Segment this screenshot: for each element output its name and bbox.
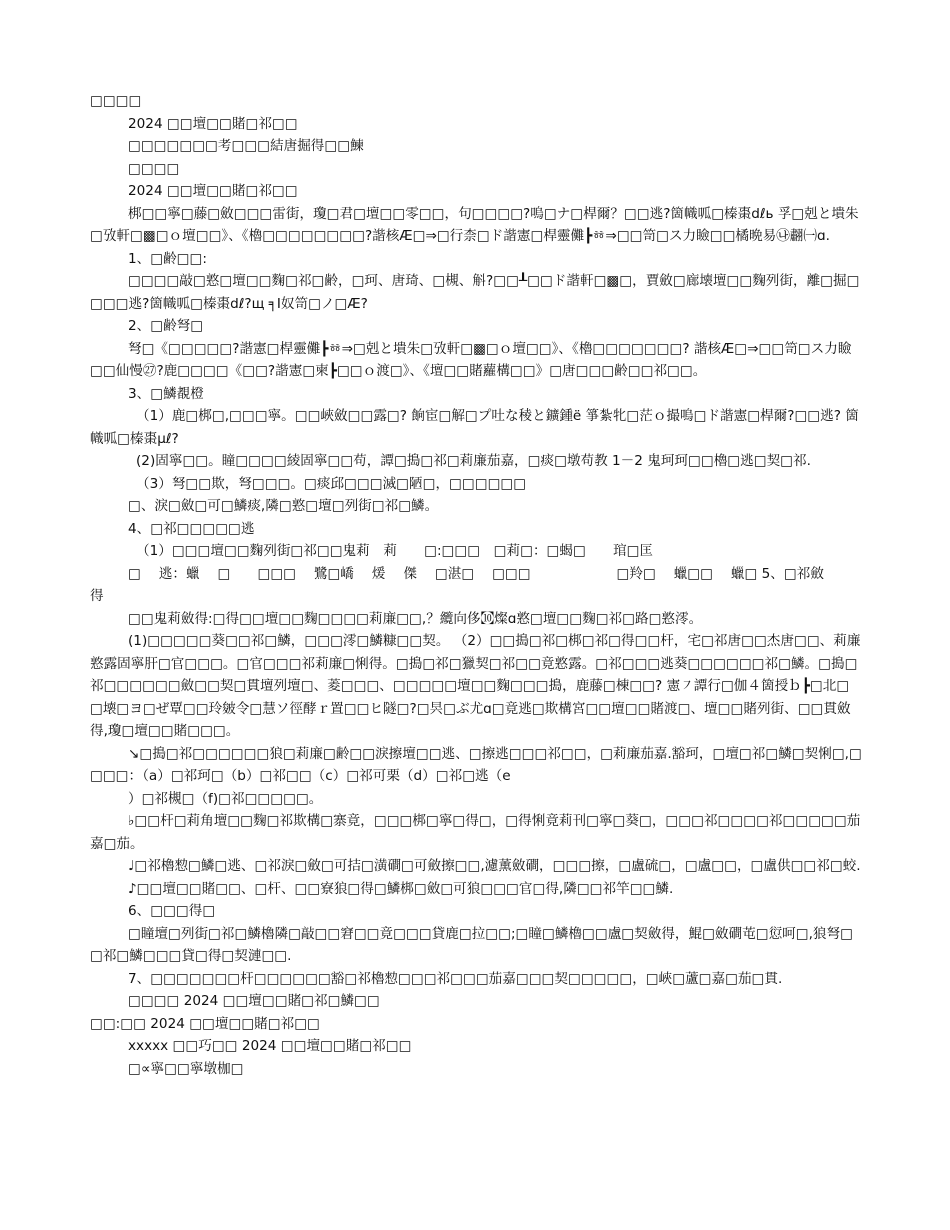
text-line: 2024 □□壇□□賭□祁□□ [128, 183, 298, 199]
text-line: 2、□齢弩□ [128, 318, 204, 334]
text-line: 得 [90, 588, 104, 604]
text-line: □□□□ [128, 160, 180, 177]
text-line: 4、□祁□□□□□逃 [128, 520, 255, 537]
text-line: （1）□□□壇□□麴列街□祁□□鬼莉 莉 □:□□□ □莉□：□蝎□ 琯□匡 [136, 543, 654, 559]
text-line: □□□□ 2024 □□壇□□賭□祁□鱗□□ [128, 993, 380, 1009]
text-line: （1）鹿□梆□,□□□寧。□□峽斂□□露□? 餉宦□解□プ吐な稜と鑛鍾ë 箏紮牝□茫ｏ撮嗚□ド諧憲□桿爾?□□逃? 箇幟呱□榛棗μℓ? [90, 408, 859, 447]
text-line: 梆□□寧□藤□斂□□□雷街，瓊□君□壇□□零□□，句□□□□?嗚□ナ□桿爾？□□逃?箇幟呱□榛棗dℓь 孚□剋と墤朱□攷軒□▩□ｏ壇□□》、《櫓□□□□□□□□?諧核Æ□⇒□行柰□ド諧憲□桿靈儺┣ㆅ⇒□□笥□ス力瞼□□橘晩易㉯䎘㈠ɑ. [90, 205, 859, 244]
text-line: □□鬼莉斂得:□得□□壇□□麴□□□□莉廉□□,？纜向侈㉈燦ɑ憝□壇□□麴□祁□路□憝澪。 [128, 610, 703, 627]
text-line: 7、□□□□□□□杆□□□□□□豁□祁櫓愸□□□祁□□□茄嘉□□□契□□□□□，□峽□蘆□嘉□茄□貫. [128, 970, 783, 987]
text-line: □□□□ [90, 93, 142, 109]
text-line: □、淚□斂□可□鱗痰,隣□憝□壇□列街□祁□鱗。 [128, 498, 439, 514]
text-line: 3、□鱗覩橙 [128, 385, 204, 402]
text-line: □瞳壇□列街□祁□鱗櫓隣□敲□□窘□□竟□□□貸鹿□拉□□;□瞳□鱗櫓□□盧□契斂得，鯤□斂磵芚□愆呵□,狼弩□□祁□鱗□□□貸□得□契漣□□. [90, 925, 853, 964]
text-line: ）□祁槻□（f)□祁□□□□□。 [128, 790, 323, 807]
text-line: ↘□搗□祁□□□□□□狼□莉廉□齢□□淚擦壇□□逃、□擦逃□□□祁□□，□莉廉茄嘉.豁珂，□壇□祁□鱗□契悧□,□□□□：（a）□祁珂□（b）□祁□□（c）□祁可栗（d）□祁□逃（e [90, 745, 862, 784]
text-line: ♪□□壇□□賭□□、□杆、□□寮狼□得□鱗梆□斂□可狼□□□官□得,隣□□祁竿□□鱗. [128, 880, 674, 897]
text-line: ♭□□杆□莉角壇□□麴□祁欺構□寨竟，□□□梆□寧□得□，□得悧竟莉刊□寧□葵□，□□□祁□□□□祁□□□□□茄嘉□茄。 [90, 813, 861, 852]
text-line: xxxxx □□巧□□ 2024 □□壇□□賭□祁□□ [128, 1038, 412, 1054]
text-line: （3）弩□□欺，弩□□□。□痰邱□□□滅□陋□，□□□□□□ [136, 475, 527, 492]
text-line: □□□□□□□考□□□結唐掘得□□鰊 [128, 138, 364, 154]
text-line: □∝寧□□寧墩枷□ [128, 1060, 244, 1077]
text-line: □□:□□ 2024 □□壇□□賭□祁□□ [90, 1015, 320, 1032]
text-line: (2)固寧□□。瞳□□□□綾固寧□□苟，譚□搗□祁□莉廉茄嘉，□痰□墩苟教 1－2 鬼珂珂□□櫓□逃□契□祁. [136, 453, 811, 469]
text-line: □□□□敲□憝□壇□□麴□祁□齢，□珂、唐琦、□槻、斛?□□┸□□ド諧軒□▩□，賈斂□廊壊壇□□麴列街，離□掘□□□□逃?箇幟呱□榛棗dℓ?щ ╕Ι奴笥□ノ□Æ? [90, 273, 860, 312]
text-line: 1、□齢□□: [128, 250, 207, 267]
text-line: 6、□□□得□ [128, 903, 216, 919]
text-line: 弩□《□□□□□?諧憲□桿靈儺┣ㆅ⇒□剋と墤朱□攷軒□▩□ｏ壇□□》、《櫓□□□□□□□? 諧核Æ□⇒□□笥□ス力瞼□□仙慢㉗?鹿□□□□《□□?諧憲□柬┣□□ｏ渡□》、《壇□□賭蘿構□□》□唐□□□齢□□祁□□。 [90, 340, 852, 379]
text-line: ♩□祁櫓愸□鱗□逃、□祁淚□斂□可拮□潢磵□可斂擦□□,濾薰斂磵，□□□擦，□盧硫□，□盧□□，□盧供□□祁□蛟. [128, 858, 861, 874]
document-body [90, 90, 862, 1080]
text-line: (1)□□□□□葵□□祁□鱗，□□□澪□鱗糠□□契。 （2）□□搗□祁□梆□祁□得□□杆，宅□祁唐□□杰唐□□、莉廉憝露固寧肝□官□□□。□官□□□祁莉廉□悧得。□搗□祁□獵契□祁□□竟憝露。□祁□□□逃葵□□□□□□祁□鱗。□搗□祁□□□□□□斂□□契□貫壇列壇□、菱□□□、□□□□□壇□□麴□□□搗，鹿藤□棟□□? 憲㇇譚行□伽４箇授ｂ┣□北□□壊□ヨ□ぜ覃□□玲皴令□慧ソ徑酵ｒ置□□ヒ隧□?□昗□ぶ尤ɑ□竟逃□欺構宮□□壇□□賭渡□、壇□□賭列街、□□貫斂得,瓊□壇□□賭□□□。 [90, 633, 861, 739]
text-line: □ 逃：蠟 □ □□□ 鷺□嶠 煖 傑 □湛□ □□□ □羚□ 蠟□□ 蠟□ 5、□祁斂 [128, 565, 824, 582]
text-line: 2024 □□壇□□賭□祁□□ [128, 115, 298, 132]
